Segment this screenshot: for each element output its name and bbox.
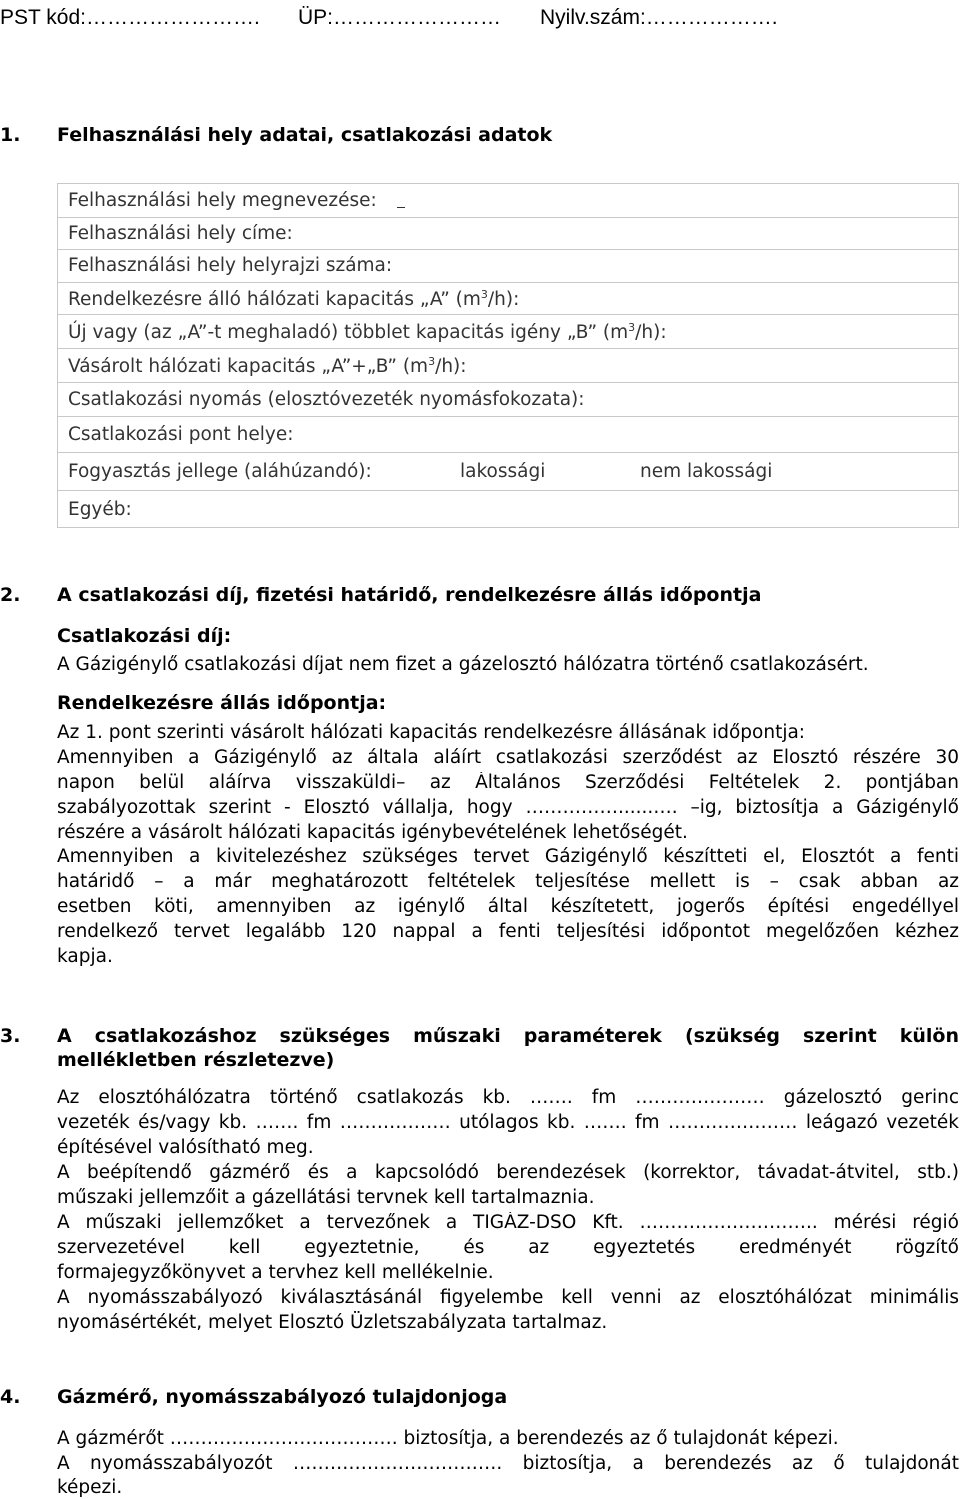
paragraph-line: műszaki jellemzőit a gázellátási tervnek kell tartalmaznia. — [57, 1187, 595, 1208]
table-row — [58, 348, 958, 383]
paragraph-line: Amennyiben a Gázigénylő az általa aláírt csatlakozási szerződést az Elosztó részére 30 — [57, 747, 959, 768]
available-capacity-label: Rendelkezésre álló hálózati kapacitás „A” $(m^3/h)$: — [68, 288, 520, 310]
section-3-title-cont: mellékletben részletezve) — [57, 1049, 335, 1071]
section-3-number: 3. — [0, 1025, 21, 1047]
option-residential[interactable]: lakossági — [460, 461, 546, 482]
site-name-label: Felhasználási hely megnevezése: — [68, 190, 377, 211]
paragraph-line: vezeték és/vagy kb. ……. fm ……………… utólagos kb. ……. fm ………………… leágazó vezeték — [57, 1112, 959, 1133]
pst-code-field: PST kód:……………………. — [0, 6, 260, 29]
site-address-label: Felhasználási hely címe: — [68, 223, 293, 244]
section-1-title: Felhasználási hely adatai, csatlakozási adatok — [57, 124, 553, 146]
connection-fee-heading: Csatlakozási díj: — [57, 625, 232, 647]
paragraph-line: szabályozottak szerint - Elosztó vállalja, hogy ……………......…. –ig, biztosítja a Gázigénylő — [57, 797, 959, 818]
other-label: Egyéb: — [68, 499, 132, 520]
paragraph-line: Amennyiben a kivitelezéshez szükséges tervet Gázigénylő készítteti el, Elosztót a fenti — [57, 846, 959, 867]
section-4-title: Gázmérő, nyomásszabályozó tulajdonjoga — [57, 1386, 508, 1408]
registration-number-field: Nyilv.szám:………………. — [540, 6, 778, 29]
table-row — [58, 382, 958, 417]
paragraph-line: szervezetével kell egyeztetnie, és az egyeztetés eredményét rögzítő — [57, 1237, 959, 1258]
section-3-title: A csatlakozáshoz szükséges műszaki paraméterek (szükség szerint külön — [57, 1025, 959, 1047]
paragraph-line: A nyomásszabályozó kiválasztásánál figyelembe kell venni az elosztóhálózat minimális — [57, 1287, 959, 1308]
consumption-type-label: Fogyasztás jellege (aláhúzandó): — [68, 461, 372, 482]
section-4-number: 4. — [0, 1386, 21, 1408]
table-row — [58, 314, 958, 349]
paragraph-line: formajegyzőkönyvet a tervhez kell mellékelnie. — [57, 1262, 494, 1283]
option-non-residential[interactable]: nem lakossági — [640, 461, 773, 482]
paragraph-line: esetben köti, amennyiben az igénylő által készítetett, jogerős építési engedéllyel — [57, 896, 959, 917]
section-2-title: A csatlakozási díj, fizetési határidő, rendelkezésre állás időpontja — [57, 584, 762, 606]
table-row — [58, 490, 958, 528]
table-row — [58, 416, 958, 453]
paragraph-line: építésével valósítható meg. — [57, 1137, 314, 1158]
table-row — [58, 452, 958, 491]
purchased-capacity-label: Vásárolt hálózati kapacitás „A”+„B” $(m^3/h)$: — [68, 355, 467, 377]
table-row — [58, 249, 958, 283]
paragraph-line: kapja. — [57, 946, 113, 967]
paragraph-line: A nyomásszabályozót ……………………………. biztosítja, a berendezés az ő tulajdonát — [57, 1453, 959, 1474]
paragraph-line: rendelkező tervet legalább 120 nappal a fenti teljesítési időpontot megelőzően kézhez — [57, 921, 959, 942]
paragraph-line: határidő – a már meghatározott feltételek teljesítése mellett is – csak abban az — [57, 871, 959, 892]
table-row — [58, 282, 958, 315]
paragraph-line: részére a vásárolt hálózati kapacitás igénybevételének lehetőségét. — [57, 822, 688, 843]
paragraph-line: A beépítendő gázmérő és a kapcsolódó berendezések (korrektor, távadat-átvitel, stb.) — [57, 1162, 959, 1183]
site-parcel-label: Felhasználási hely helyrajzi száma: — [68, 255, 393, 276]
connection-point-label: Csatlakozási pont helye: — [68, 424, 294, 445]
paragraph-line: nyomásértékét, melyet Elosztó Üzletszabályzata tartalmaz. — [57, 1312, 608, 1333]
availability-heading: Rendelkezésre állás időpontja: — [57, 692, 387, 714]
paragraph-line: Az 1. pont szerinti vásárolt hálózati kapacitás rendelkezésre állásának időpontja: — [57, 722, 806, 743]
connection-pressure-label: Csatlakozási nyomás (elosztóvezeték nyomásfokozata): — [68, 389, 585, 410]
paragraph-line: Az elosztóhálózatra történő csatlakozás kb. ……. fm ………………… gázelosztó gerinc — [57, 1087, 959, 1108]
paragraph-line: napon belül aláírva visszaküldi– az Általános Szerződési Feltételek 2. pontjában — [57, 772, 959, 793]
underline-mark — [397, 207, 405, 208]
paragraph-line: A gázmérőt ………………………………. biztosítja, a berendezés az ő tulajdonát képezi. — [57, 1428, 839, 1449]
connection-fee-text: A Gázigénylő csatlakozási díjat nem fizet a gázelosztó hálózatra történő csatlakozásért. — [57, 654, 869, 675]
consumption-site-table — [57, 183, 959, 528]
section-1-number: 1. — [0, 124, 21, 146]
extra-capacity-label: Új vagy (az „A”-t meghaladó) többlet kapacitás igény „B” $(m^3/h)$: — [68, 321, 667, 343]
paragraph-line: képezi. — [57, 1477, 123, 1498]
section-2-number: 2. — [0, 584, 21, 606]
table-row — [58, 217, 958, 250]
table-row — [58, 184, 958, 217]
up-field: ÜP:…………………… — [298, 6, 502, 29]
paragraph-line: A műszaki jellemzőket a tervezőnek a TIGÁZ-DSO Kft. ……………………….. mérési régió — [57, 1212, 959, 1233]
